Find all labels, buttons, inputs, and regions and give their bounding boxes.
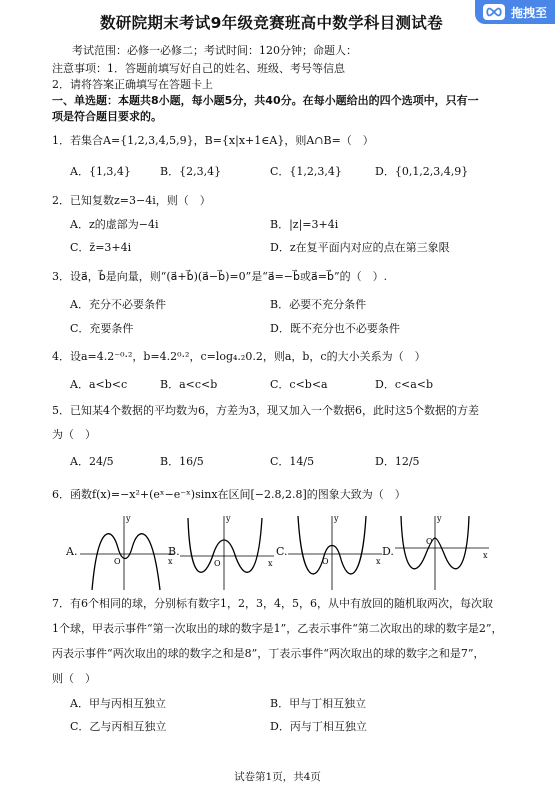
q4-option-a: A．a<b<c (70, 378, 128, 391)
q6-b-y-label: y (226, 514, 231, 523)
q3-option-a: A．充分不必要条件 (70, 298, 166, 311)
q1-option-a: A．{1,3,4} (70, 165, 131, 178)
notes-line-2: 2．请将答案正确填写在答题卡上 (52, 78, 213, 91)
drag-to-button[interactable] (475, 0, 555, 24)
section-header-line-1: 一、单选题：本题共8小题，每小题5分，共40分。在每小题给出的四个选项中，只有一 (52, 94, 479, 107)
q3-option-b: B．必要不充分条件 (270, 298, 367, 311)
q6-option-d-label: D. (382, 545, 394, 558)
q3-option-d: D．既不充分也不必要条件 (270, 322, 400, 335)
q6-c-x-label: x (376, 557, 381, 566)
q2-option-a: A．z的虚部为−4i (70, 218, 159, 231)
question-5-stem-cont: 为（ ） (52, 428, 96, 441)
q2-option-b: B．|z|=3+4i (270, 218, 339, 231)
notes-line-1: 注意事项：1．答题前填写好自己的姓名、班级、考号等信息 (52, 62, 345, 75)
q1-option-b: B．{2,3,4} (160, 165, 222, 178)
q5-option-c: C．14/5 (270, 455, 315, 468)
question-6-stem: 6．函数f(x)=−x²+(eˣ−e⁻ˣ)sinx在区间[−2.8,2.8]的图象大致为（ ） (52, 488, 406, 501)
q6-option-c-label: C. (276, 545, 288, 558)
q6-a-x-label: x (168, 557, 173, 566)
q6-c-y-label: y (334, 514, 339, 523)
q4-option-b: B．a<c<b (160, 378, 218, 391)
q6-option-a-label: A. (66, 545, 78, 558)
question-1-stem: 1．若集合A={1,2,3,4,5,9}，B={x|x+1∈A}，则A∩B=（ ） (52, 134, 374, 147)
q1-option-d: D．{0,1,2,3,4,9} (375, 165, 469, 178)
question-2-stem: 2．已知复数z=3−4i，则（ ） (52, 194, 211, 207)
q6-b-x-label: x (268, 559, 273, 568)
question-7-stem-line-2: 1个球，甲表示事件“第一次取出的球的数字是1”，乙表示事件“第二次取出的球的数字是2”， (52, 622, 503, 635)
page-footer: 试卷第1页，共4页 (234, 771, 321, 783)
drag-to-label: 拖拽至 (511, 5, 548, 20)
q4-option-c: C．c<b<a (270, 378, 328, 391)
q4-option-d: D．c<a<b (375, 378, 434, 391)
question-3-stem: 3．设a⃗，b⃗是向量，则“(a⃗+b⃗)(a⃗−b⃗)=0”是“a⃗=−b⃗或a⃗=b⃗”的（ ）. (52, 270, 388, 283)
q6-graph-b (178, 512, 276, 592)
q5-option-a: A．24/5 (70, 455, 114, 468)
infinity-link-icon (483, 4, 505, 20)
q6-d-origin-label: O (426, 537, 433, 546)
q7-option-b: B．甲与丁相互独立 (270, 697, 367, 710)
q6-c-origin-label: O (322, 557, 329, 566)
q7-option-d: D．丙与丁相互独立 (270, 720, 367, 733)
q7-option-c: C．乙与丙相互独立 (70, 720, 167, 733)
q6-option-b-label: B. (168, 545, 180, 558)
q6-graph-a (78, 512, 176, 592)
q6-d-y-label: y (437, 514, 442, 523)
question-5-stem: 5．已知某4个数据的平均数为6，方差为3，现又加入一个数据6，此时这5个数据的方差 (52, 404, 479, 417)
q5-option-b: B．16/5 (160, 455, 204, 468)
q6-d-x-label: x (483, 551, 488, 560)
q3-option-c: C．充要条件 (70, 322, 134, 335)
question-7-stem-line-3: 丙表示事件“两次取出的球的数字之和是8”，丁表示事件“两次取出的球的数字之和是7”， (52, 647, 485, 660)
q7-option-a: A．甲与丙相互独立 (70, 697, 166, 710)
q2-option-d: D．z在复平面内对应的点在第三象限 (270, 241, 450, 254)
q5-option-d: D．12/5 (375, 455, 420, 468)
q2-option-c: C．z̄=3+4i (70, 241, 132, 254)
q1-option-c: C．{1,2,3,4} (270, 165, 342, 178)
q6-b-origin-label: O (214, 559, 221, 568)
q6-a-y-label: y (126, 514, 131, 523)
q6-graph-c (286, 512, 384, 592)
page-title: 数研院期末考试9年级竞赛班高中数学科目测试卷 (100, 14, 443, 32)
question-4-stem: 4．设a=4.2⁻⁰·²，b=4.2⁰·²，c=log₄.₂0.2，则a，b，c的大小关系为（ ） (52, 350, 426, 363)
q6-a-origin-label: O (114, 557, 121, 566)
section-header-line-2: 项是符合题目要求的。 (52, 110, 162, 123)
question-7-stem-line-1: 7．有6个相同的球，分别标有数字1，2，3，4，5，6，从中有放回的随机取两次，每次取 (52, 597, 493, 610)
q6-graph-d (393, 512, 491, 592)
question-7-stem-line-4: 则（ ） (52, 672, 96, 685)
exam-info: 考试范围：必修一必修二；考试时间：120分钟；命题人： (72, 44, 357, 57)
